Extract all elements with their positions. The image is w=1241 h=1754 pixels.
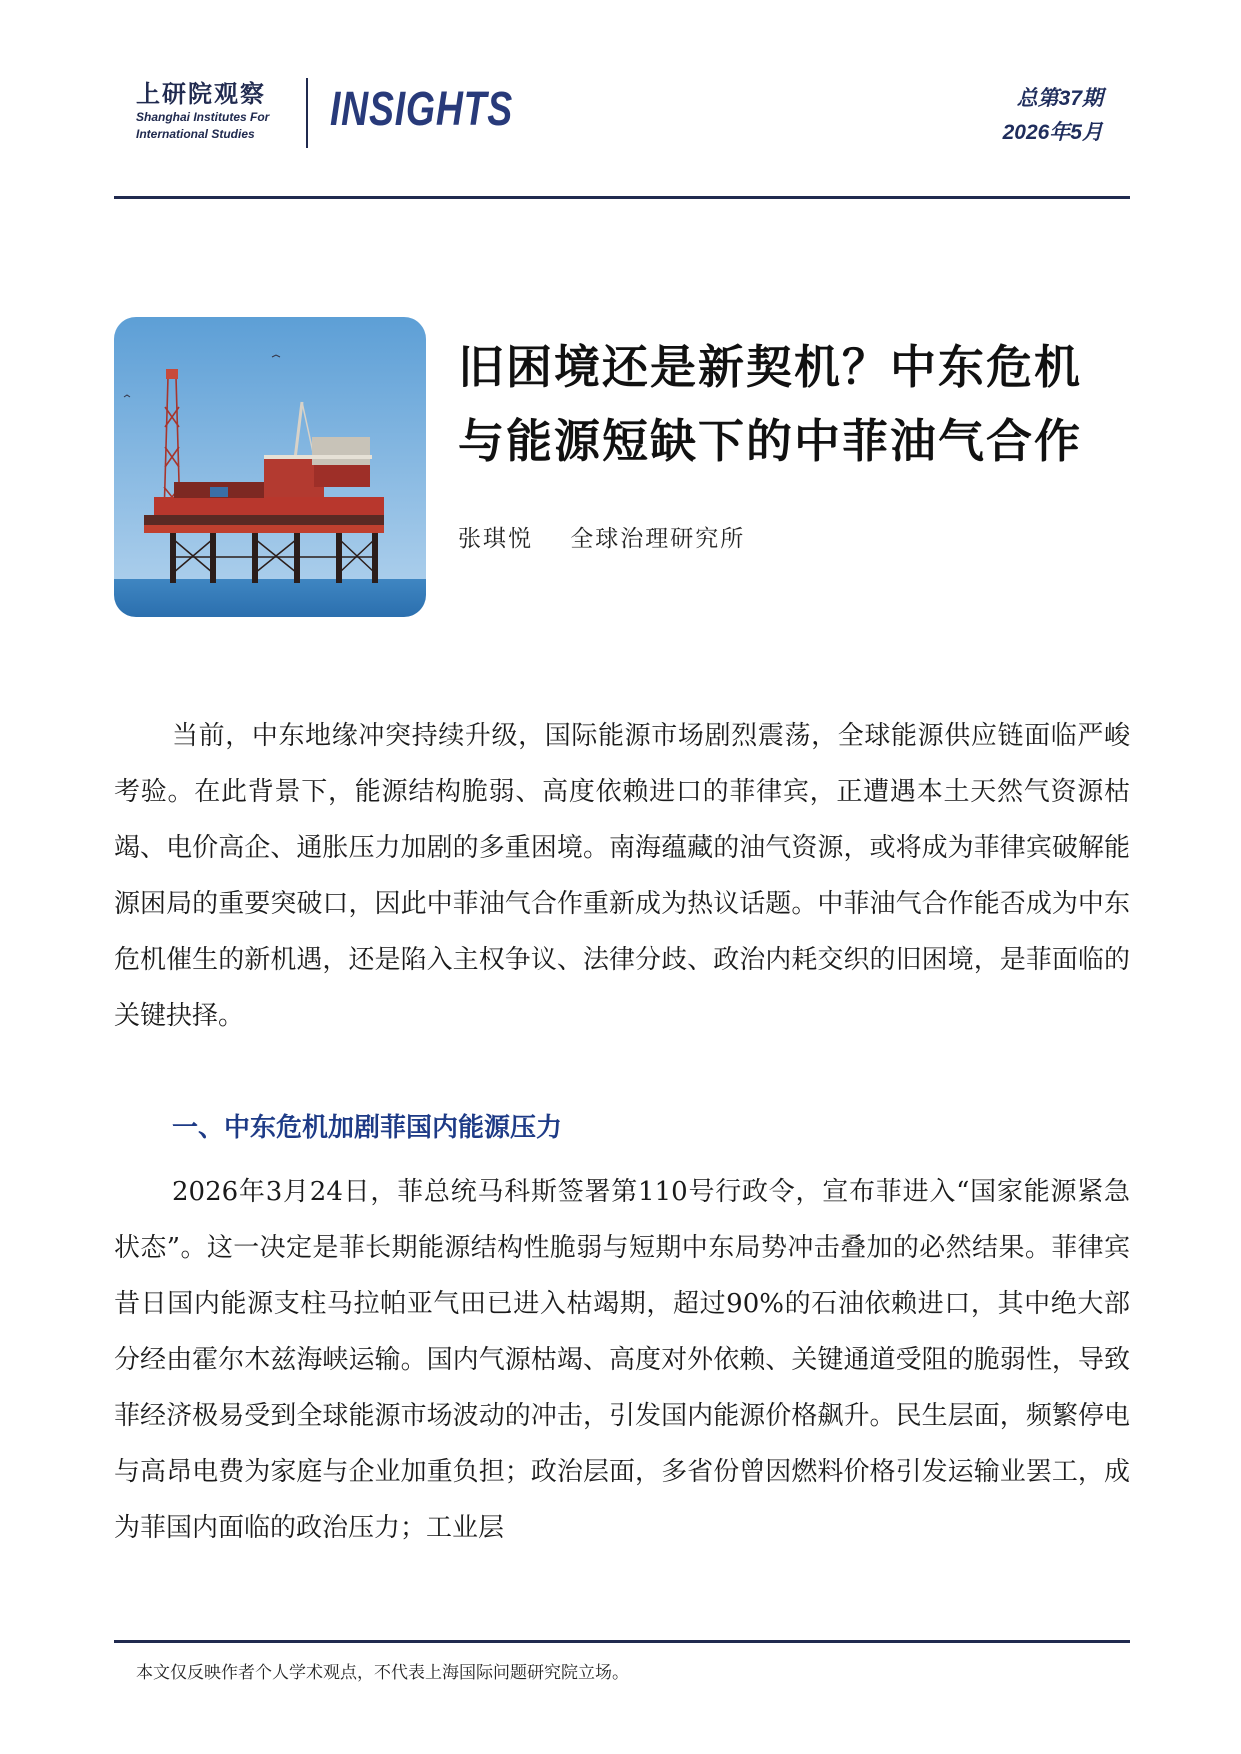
series-title: INSIGHTS <box>330 83 514 136</box>
author-byline: 张琪悦 全球治理研究所 <box>458 526 746 552</box>
intro-paragraph: 当前，中东地缘冲突持续升级，国际能源市场剧烈震荡，全球能源供应链面临严峻考验。在此背景下，能源结构脆弱、高度依赖进口的菲律宾，正遭遇本土天然气资源枯竭、电价高企、通胀压力加剧的多重困境。南海蕴藏的油气资源，或将成为菲律宾破解能源困局的重要突破口，因此中菲油气合作重新成为热议话题。中菲油气合作能否成为中东危机催生的新机遇，还是陷入主权争议、法律分歧、政治内耗交织的旧困境，是菲面临的关键抉择。 <box>114 721 1130 1031</box>
header-rule <box>114 196 1130 199</box>
article-title-line1: 旧困境还是新契机？中东危机 <box>458 340 1082 394</box>
oil-platform-illustration <box>114 317 426 617</box>
issue-number: 总第37期 <box>1016 87 1103 110</box>
disclaimer-note: 本文仅反映作者个人学术观点，不代表上海国际问题研究院立场。 <box>136 1663 629 1683</box>
section1-paragraph: 2026年3月24日，菲总统马科斯签署第110号行政令，宣布菲进入“国家能源紧急状态”。这一决定是菲长期能源结构性脆弱与短期中东局势冲击叠加的必然结果。菲律宾昔日国内能源支柱马拉帕亚气田已进入枯竭期，超过90%的石油依赖进口，其中绝大部分经由霍尔木兹海峡运输。国内气源枯竭、高度对外依赖、关键通道受阻的脆弱性，导致菲经济极易受到全球能源市场波动的冲击，引发国内能源价格飙升。民生层面，频繁停电与高昂电费为家庭与企业加重负担；政治层面，多省份曾因燃料价格引发运输业罢工，成为菲国内面临的政治压力；工业层 <box>114 1177 1130 1543</box>
article-title-line2: 与能源短缺下的中菲油气合作 <box>458 414 1082 468</box>
institute-logo <box>136 80 294 142</box>
institute-name-en-line2: International Studies <box>136 127 255 141</box>
header-divider <box>306 78 308 148</box>
institute-name-en-line1: Shanghai Institutes For <box>136 110 270 124</box>
issue-info <box>1003 84 1103 148</box>
offshore-oil-platform-photo <box>114 317 426 617</box>
institute-name-cn: 上研院观察 <box>136 79 266 108</box>
footer-rule <box>114 1640 1130 1643</box>
section-heading-1: 一、中东危机加剧菲国内能源压力 <box>172 1113 563 1143</box>
issue-date: 2026年5月 <box>1002 121 1103 144</box>
article-title <box>458 330 1138 478</box>
